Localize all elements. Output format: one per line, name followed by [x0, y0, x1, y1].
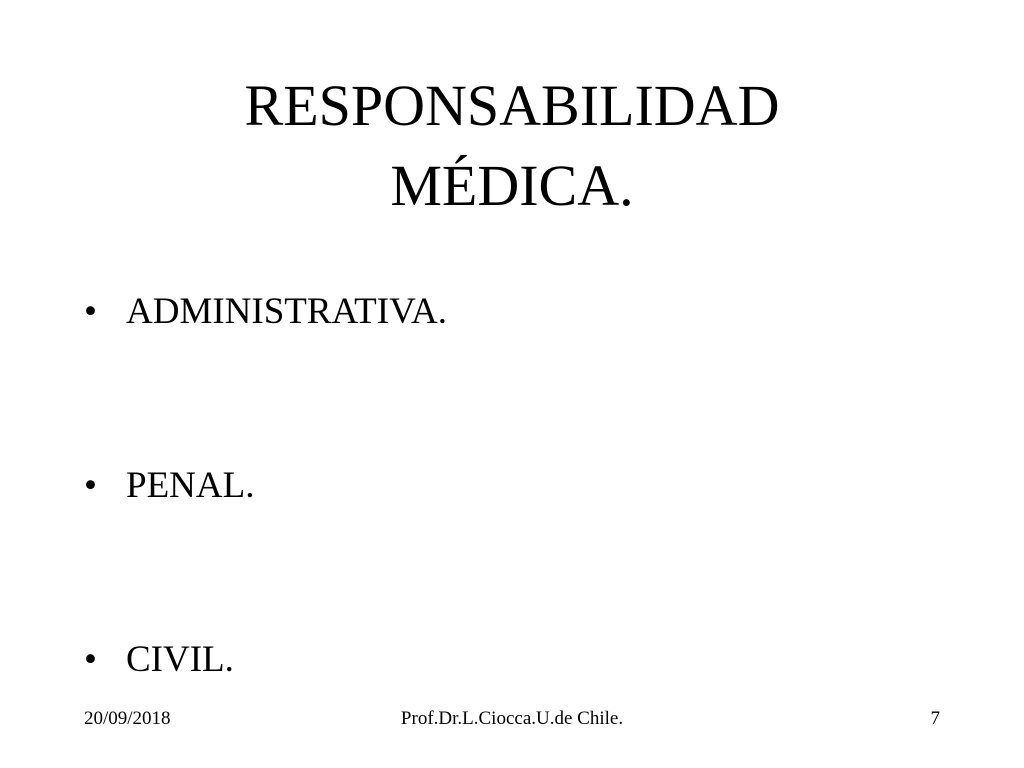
footer-author: Prof.Dr.L.Ciocca.U.de Chile.	[400, 708, 624, 729]
bullet-item-civil	[84, 634, 447, 686]
bullet-label: PENAL.	[126, 465, 255, 506]
footer-date: 20/09/2018	[84, 708, 171, 729]
bullet-item-penal	[84, 460, 447, 512]
slide-title-line-1: RESPONSABILIDAD	[244, 73, 780, 138]
footer-page-number: 7	[930, 708, 940, 729]
slide-title	[0, 66, 1024, 226]
slide-title-line-2: MÉDICA.	[390, 153, 634, 218]
bullet-item-administrativa	[84, 286, 447, 338]
bullet-icon: •	[84, 465, 97, 506]
bullet-label: ADMINISTRATIVA.	[126, 291, 448, 332]
bullet-icon: •	[84, 639, 97, 680]
bullet-list	[84, 286, 447, 686]
bullet-label: CIVIL.	[126, 639, 234, 680]
bullet-icon: •	[84, 291, 97, 332]
